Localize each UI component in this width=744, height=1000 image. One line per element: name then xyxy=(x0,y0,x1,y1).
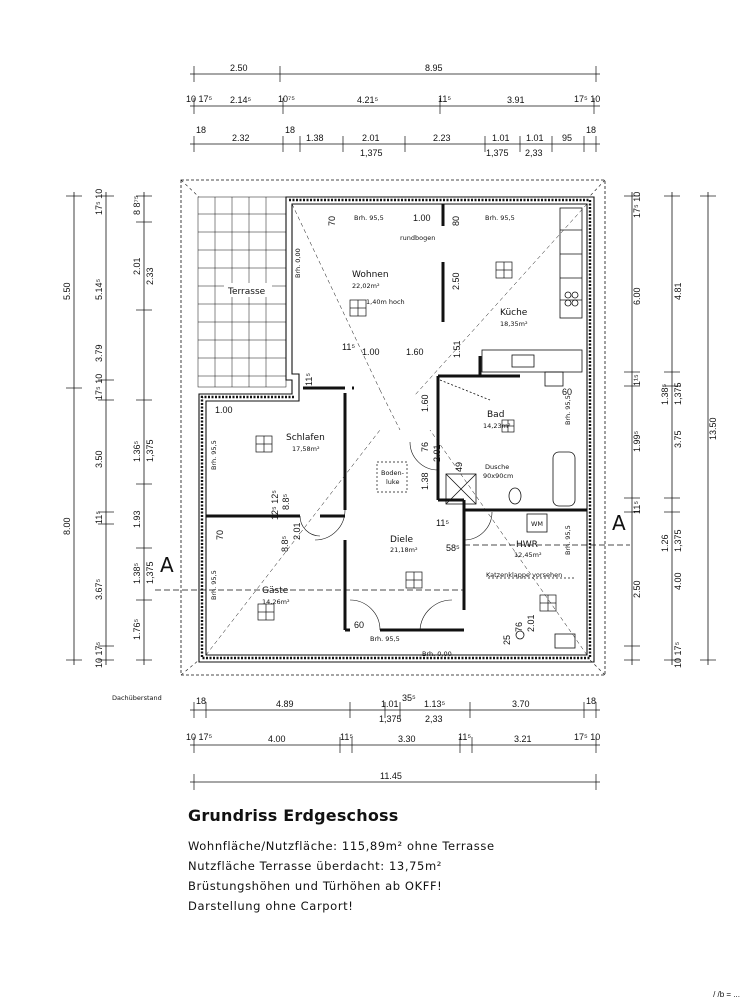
dim-top-8: 3.91 xyxy=(507,95,525,105)
note-brh-gaeste-left: Brh. 95,5 xyxy=(210,570,218,600)
dim-top-1: 2.50 xyxy=(230,63,248,73)
int-dim-1: 70 xyxy=(327,215,337,226)
dim-bottom-7: 18 xyxy=(586,696,597,706)
dim-bottom-5: 1.13⁵ xyxy=(424,699,446,709)
room-area-wohnen: 22,02m² xyxy=(352,282,380,290)
dim-left-mid-2: 5.14⁵ xyxy=(94,278,104,300)
int-dim-25: 12⁵ 12⁵ xyxy=(270,490,280,520)
dim-bottom-1: 18 xyxy=(196,696,207,706)
dim-top-9: 17⁵ 10 xyxy=(574,94,601,104)
dim-right-inner-6: 1,375 xyxy=(673,529,683,552)
int-dim-8: 1.51 xyxy=(452,340,462,358)
dim-left-mid-8: 10 17⁵ xyxy=(94,641,104,668)
note-dusche: Dusche xyxy=(485,463,510,471)
room-area-kueche: 18,35m² xyxy=(500,320,528,328)
dim-left-inner-8: 1,375 xyxy=(145,561,155,584)
dim-left-mid-7: 3.67⁵ xyxy=(94,578,104,600)
room-labels xyxy=(227,270,542,606)
int-dim-27: 2.01 xyxy=(292,522,302,540)
caption-line-3: Brüstungshöhen und Türhöhen ab OKFF! xyxy=(188,879,443,893)
int-dim-18: 58⁵ xyxy=(446,543,460,553)
dim-top-5: 10⁷⁵ xyxy=(278,94,295,104)
dim-bottom-11: 4.00 xyxy=(268,734,286,744)
note-brh-terrasse: Brh. 0,00 xyxy=(294,248,302,278)
int-dim-7: 1.60 xyxy=(406,347,424,357)
dim-right-mid-4: 1.99⁵ xyxy=(632,430,642,452)
room-area-gaeste: 14,26m² xyxy=(262,598,290,606)
room-name-terrasse: Terrasse xyxy=(228,287,266,297)
dim-right-mid-5: 11⁵ xyxy=(632,500,642,514)
room-area-hwr: 12,45m² xyxy=(514,551,542,559)
int-dim-5: 11⁵ xyxy=(342,342,356,352)
int-dim-26: 8.8⁵ xyxy=(281,493,291,510)
bottom-dimension-labels xyxy=(186,693,600,781)
dim-top-13: 1.38 xyxy=(306,133,324,143)
dim-top-18: 95 xyxy=(562,133,573,143)
dim-top-3: 10 17⁵ xyxy=(186,94,213,104)
dim-bottom-4: 35⁵ xyxy=(402,693,416,703)
int-dim-21: 76 xyxy=(514,621,524,632)
dim-bottom-8: 1,375 xyxy=(379,714,402,724)
roof-overhang-outline xyxy=(181,180,605,675)
room-area-diele: 21,18m² xyxy=(390,546,418,554)
dim-bottom-14: 11⁵ xyxy=(458,732,472,742)
room-name-gaeste: Gäste xyxy=(262,586,289,596)
note-hoch: 1,40m hoch xyxy=(366,298,405,306)
overhang-corner-diagonals xyxy=(181,180,605,675)
overhang-label: Dachüberstand xyxy=(112,694,162,702)
interior-dimensions xyxy=(215,213,572,645)
dim-top-22: 2,33 xyxy=(525,148,543,158)
dim-bottom-10: 10 17⁵ xyxy=(186,732,213,742)
int-dim-9: 11⁵ xyxy=(304,372,314,386)
dim-top-4: 2.14⁵ xyxy=(230,95,252,105)
dim-left-mid-4: 17⁵ 10 xyxy=(94,373,104,400)
kitchen-counters xyxy=(482,208,582,372)
dim-left-inner-1: 8 8⁷⁵ xyxy=(132,195,142,215)
room-area-bad: 14,23m² xyxy=(483,422,511,430)
dim-top-11: 2.32 xyxy=(232,133,250,143)
dim-right-mid-3: 1¹⁵ xyxy=(632,374,642,386)
caption-line-2: Nutzfläche Terrasse überdacht: 13,75m² xyxy=(188,859,442,873)
dim-right-inner-2: 1.38⁵ xyxy=(660,383,670,405)
dim-top-16: 1.01 xyxy=(492,133,510,143)
plan-caption xyxy=(188,806,608,919)
dim-top-2: 8.95 xyxy=(425,63,443,73)
footer-stamp: / /b = ... xyxy=(713,990,740,999)
dim-bottom-6: 3.70 xyxy=(512,699,530,709)
dim-left-inner-3: 2.33 xyxy=(145,267,155,285)
note-wm: WM xyxy=(531,520,544,528)
dim-bottom-16: 17⁵ 10 xyxy=(574,732,601,742)
dim-left-mid-5: 3.50 xyxy=(94,450,104,468)
dim-left-inner-5: 1,375 xyxy=(145,439,155,462)
section-marker-left: A xyxy=(160,553,174,577)
dim-right-inner-8: 10 17⁵ xyxy=(673,641,683,668)
dim-right-inner-7: 4.00 xyxy=(673,572,683,590)
note-katzenklappe: Katzenklappe vorsehen xyxy=(486,571,563,579)
dim-top-14: 2.01 xyxy=(362,133,380,143)
dim-right-inner-1: 4.81 xyxy=(673,282,683,300)
dim-top-12: 18 xyxy=(285,125,296,135)
int-dim-23: 70 xyxy=(215,529,225,540)
dim-bottom-9: 2,33 xyxy=(425,714,443,724)
caption-line-1: Wohnfläche/Nutzfläche: 115,89m² ohne Terrasse xyxy=(188,839,495,853)
dim-left-inner-2: 2.01 xyxy=(132,257,142,275)
bathroom-fixtures xyxy=(440,372,575,506)
int-dim-15: 2.01 xyxy=(432,444,442,462)
dim-right-mid-2: 6.00 xyxy=(632,287,642,305)
int-dim-14: 76 xyxy=(420,441,430,452)
dim-right-outer-1: 13.50 xyxy=(708,417,718,440)
caption-line-4: Darstellung ohne Carport! xyxy=(188,899,354,913)
dim-bottom-15: 3.21 xyxy=(514,734,532,744)
room-name-wohnen: Wohnen xyxy=(352,270,389,280)
note-bodenluke-2: luke xyxy=(386,478,400,486)
room-area-schlafen: 17,58m² xyxy=(292,445,320,453)
note-brh-hwr: Brh. 95,5 xyxy=(564,525,572,555)
int-dim-12: 1.00 xyxy=(215,405,233,415)
room-name-schlafen: Schlafen xyxy=(286,433,325,443)
section-marker-right: A xyxy=(612,511,626,535)
int-dim-22: 2.01 xyxy=(526,614,536,632)
dim-right-mid-6: 2.50 xyxy=(632,580,642,598)
int-dim-16: 49 xyxy=(454,461,464,472)
int-dim-10: 1.60 xyxy=(420,394,430,412)
dim-bottom-3: 1.01 xyxy=(381,699,399,709)
dim-top-7: 11⁵ xyxy=(438,94,452,104)
note-brh-bad: Brh. 95,5 xyxy=(564,395,572,425)
dim-top-17: 1.01 xyxy=(526,133,544,143)
room-name-kueche: Küche xyxy=(500,308,528,318)
int-dim-2: 1.00 xyxy=(413,213,431,223)
note-brh-kueche: Brh. 95,5 xyxy=(485,214,515,222)
int-dim-3: 80 xyxy=(451,215,461,226)
dim-top-19: 18 xyxy=(586,125,597,135)
room-name-hwr: HWR xyxy=(516,540,538,550)
note-bodenluke: Boden- xyxy=(381,469,405,477)
dim-left-outer-1: 5.50 xyxy=(62,282,72,300)
dim-top-6: 4.21⁵ xyxy=(357,95,379,105)
dim-right-inner-4: 3.75 xyxy=(673,430,683,448)
dim-left-outer-2: 8.00 xyxy=(62,517,72,535)
int-dim-20: 25 xyxy=(502,634,512,645)
dim-top-15: 2.23 xyxy=(433,133,451,143)
room-name-diele: Diele xyxy=(390,535,414,545)
dim-bottom-13: 3.30 xyxy=(398,734,416,744)
dim-left-inner-9: 1.76⁵ xyxy=(132,618,142,640)
int-dim-19: 60 xyxy=(354,620,365,630)
note-rundbogen: rundbogen xyxy=(400,234,436,242)
note-brh-wohnen: Brh. 95,5 xyxy=(354,214,384,222)
right-dimension-labels xyxy=(632,192,718,668)
note-brh-schlafen: Brh. 95,5 xyxy=(210,440,218,470)
int-dim-4: 2.50 xyxy=(451,272,461,290)
int-dim-11: 60 xyxy=(562,387,573,397)
dim-bottom-2: 4.89 xyxy=(276,699,294,709)
dim-right-mid-1: 17⁵ 10 xyxy=(632,191,642,218)
plan-title: Grundriss Erdgeschoss xyxy=(188,806,399,825)
int-dim-6: 1.00 xyxy=(362,347,380,357)
int-dim-17: 11⁵ xyxy=(436,518,450,528)
note-brh-diele: Brh. 0,00 xyxy=(422,650,452,658)
dim-right-inner-5: 1.26 xyxy=(660,534,670,552)
dim-left-inner-4: 1.36⁵ xyxy=(132,440,142,462)
int-dim-24: 8.8⁵ xyxy=(280,535,290,552)
dim-top-21: 1,375 xyxy=(486,148,509,158)
int-dim-13: 1.38 xyxy=(420,472,430,490)
note-brh-gaeste: Brh. 95,5 xyxy=(370,635,400,643)
dim-top-20: 1,375 xyxy=(360,148,383,158)
dim-top-10: 18 xyxy=(196,125,207,135)
left-dimension-labels xyxy=(62,189,155,668)
dim-right-inner-3: 1,375 xyxy=(673,382,683,405)
dim-left-inner-7: 1.38⁵ xyxy=(132,562,142,584)
dim-left-mid-1: 17⁵ 10 xyxy=(94,188,104,215)
exterior-walls xyxy=(199,197,594,662)
room-name-bad: Bad xyxy=(487,410,505,420)
dim-bottom-12: 11⁵ xyxy=(340,732,354,742)
note-dusche-size: 90x90cm xyxy=(483,472,514,480)
dim-left-inner-6: 1.93 xyxy=(132,510,142,528)
dim-left-mid-3: 3.79 xyxy=(94,344,104,362)
dim-left-mid-6: 11⁵ xyxy=(94,510,104,524)
dim-bottom-17: 11.45 xyxy=(380,771,402,781)
